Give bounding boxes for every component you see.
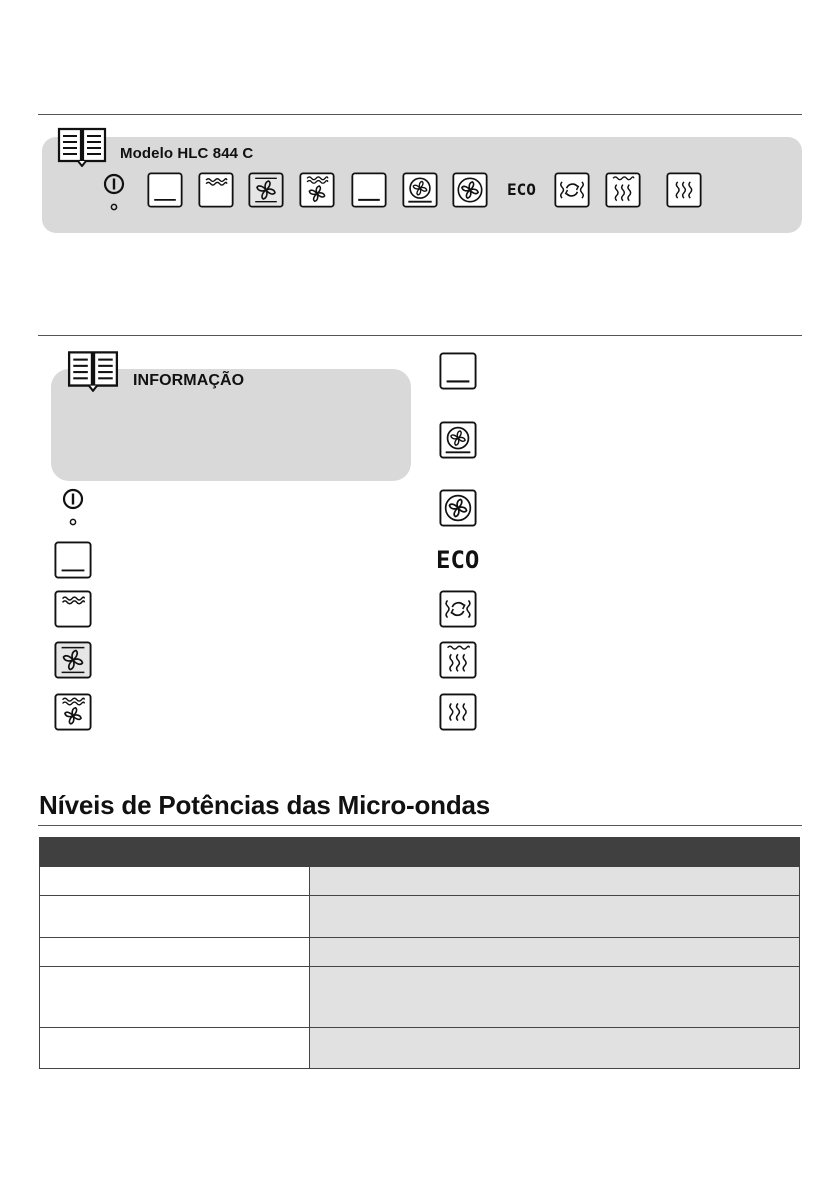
steam-icon <box>666 172 702 208</box>
defrost-icon <box>554 172 590 208</box>
power-icon <box>61 487 85 527</box>
model-panel-title: Modelo HLC 844 C <box>120 145 254 162</box>
table-header-cell <box>310 838 800 867</box>
book-icon <box>66 348 120 392</box>
table-cell <box>310 967 800 1028</box>
section-divider-middle <box>38 335 802 336</box>
bottom-heat-icon <box>437 352 479 390</box>
table-cell <box>40 1028 310 1069</box>
table-cell <box>310 896 800 938</box>
hot-air-icon <box>52 641 94 679</box>
top-steam-icon <box>437 641 479 679</box>
section-divider-top <box>38 114 802 115</box>
table-cell <box>40 938 310 967</box>
table-row <box>40 896 800 938</box>
grill-hot-air-icon <box>299 172 335 208</box>
lamp-icon <box>146 172 184 208</box>
book-icon <box>56 125 108 167</box>
section-heading: Níveis de Potências das Micro-ondas <box>39 790 491 820</box>
power-icon <box>102 172 126 212</box>
table-row <box>40 1028 800 1069</box>
table-cell <box>40 896 310 938</box>
table-header-row <box>40 838 800 867</box>
table-cell <box>310 867 800 896</box>
table-row <box>40 967 800 1028</box>
grill-icon <box>52 590 94 628</box>
defrost-icon <box>437 590 479 628</box>
grill-hot-air-icon <box>52 693 94 731</box>
top-steam-icon <box>605 172 641 208</box>
grill-icon <box>198 172 234 208</box>
table-header-cell <box>40 838 310 867</box>
steam-icon <box>437 693 479 731</box>
table-cell <box>40 967 310 1028</box>
bottom-heat-icon <box>350 172 388 208</box>
power-levels-table <box>39 837 800 1069</box>
hot-air-bottom-heat-icon <box>437 421 479 459</box>
info-panel-title: INFORMAÇÃO <box>133 372 245 389</box>
hot-air-bottom-heat-icon <box>402 172 438 208</box>
table-row <box>40 938 800 967</box>
lamp-icon <box>52 541 94 579</box>
eco-label: ECO <box>507 180 536 199</box>
heading-underline <box>38 825 802 826</box>
ring-heater-fan-icon <box>437 489 479 527</box>
eco-label: ECO <box>436 546 480 574</box>
table-cell <box>310 938 800 967</box>
table-cell <box>310 1028 800 1069</box>
table-cell <box>40 867 310 896</box>
hot-air-icon <box>248 172 284 208</box>
table-row <box>40 867 800 896</box>
ring-heater-fan-icon <box>452 172 488 208</box>
